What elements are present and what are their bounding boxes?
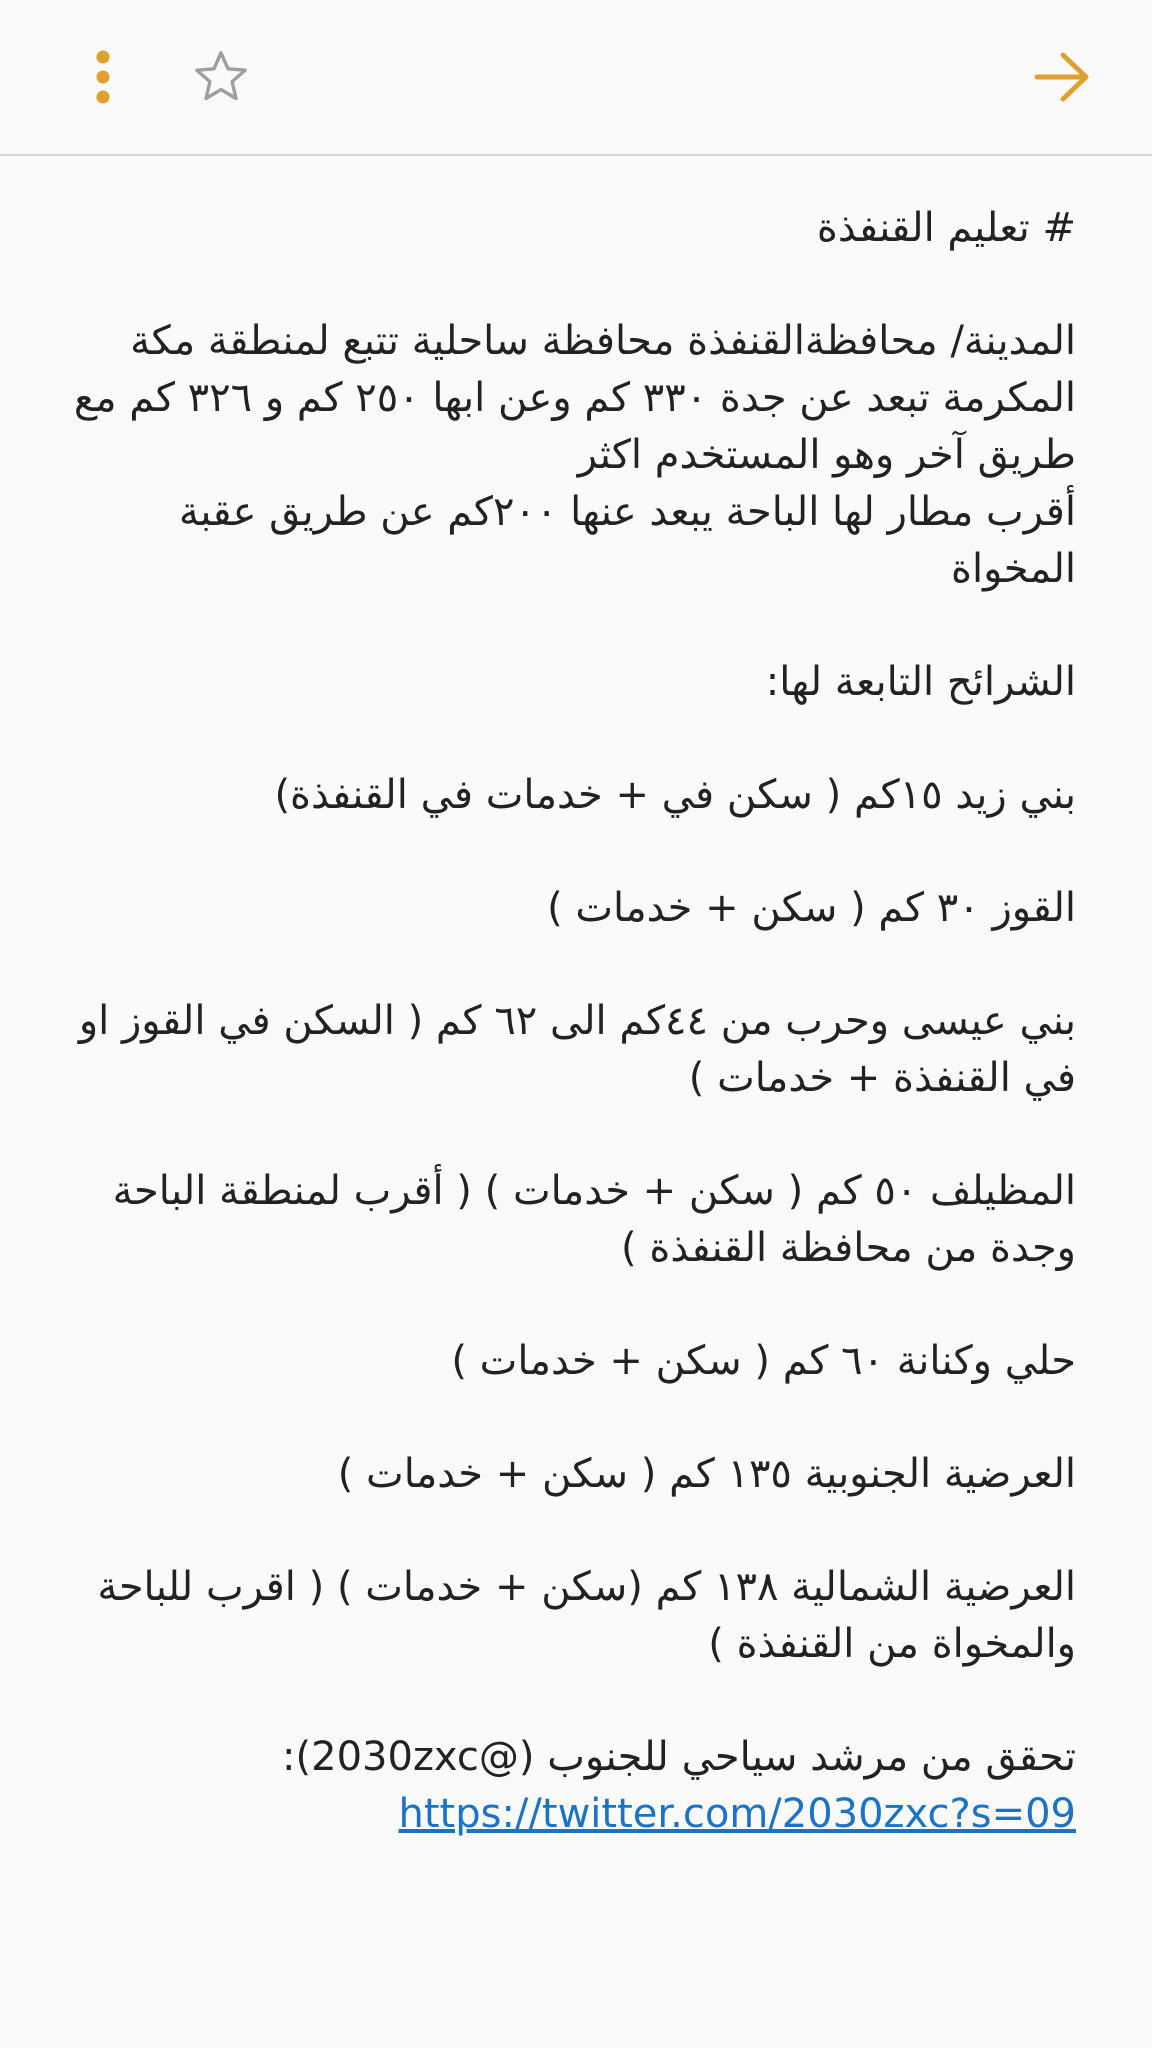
- source-link[interactable]: https://twitter.com/2030zxc?s=09: [398, 1791, 1076, 1837]
- list-item: بني عيسى وحرب من ٤٤كم الى ٦٢ كم ( السكن في القوز او في القنفذة + خدمات ): [78, 998, 1076, 1101]
- star-outline-icon: [192, 49, 250, 105]
- more-options-button[interactable]: [62, 40, 144, 114]
- intro-line: طريق آخر وهو المستخدم اكثر: [577, 432, 1076, 478]
- sections-heading: الشرائح التابعة لها:: [765, 659, 1076, 705]
- source-text: تحقق من مرشد سياحي للجنوب (@2030zxc):: [282, 1734, 1076, 1780]
- note-body[interactable]: [60, 200, 1076, 1843]
- intro-line: المخواة: [951, 546, 1076, 592]
- favorite-button[interactable]: [180, 36, 262, 118]
- list-item: العرضية الشمالية ١٣٨ كم (سكن + خدمات ) ( اقرب للباحة والمخواة من القنفذة ): [97, 1564, 1076, 1667]
- source-paragraph: [60, 1729, 1076, 1843]
- intro-line: المكرمة تبعد عن جدة ٣٣٠ كم وعن ابها ٢٥٠ كم و ٣٢٦ كم مع: [73, 375, 1076, 421]
- intro-line: المدينة/ محافظةالقنفذة محافظة ساحلية تتبع لمنطقة مكة: [130, 318, 1076, 364]
- list-item: المظيلف ٥٠ كم ( سكن + خدمات ) ( أقرب لمنطقة الباحة وجدة من محافظة القنفذة ): [112, 1168, 1076, 1271]
- intro-line: أقرب مطار لها الباحة يبعد عنها ٢٠٠كم عن طريق عقبة: [178, 489, 1076, 535]
- forward-button[interactable]: [1020, 36, 1104, 118]
- top-toolbar: [0, 0, 1152, 156]
- list-item: العرضية الجنوبية ١٣٥ كم ( سكن + خدمات ): [337, 1451, 1076, 1497]
- vertical-dots-icon: [93, 49, 113, 105]
- list-item: القوز ٣٠ كم ( سكن + خدمات ): [547, 885, 1076, 931]
- list-item: حلي وكنانة ٦٠ كم ( سكن + خدمات ): [451, 1338, 1076, 1384]
- intro-paragraph: [60, 313, 1076, 598]
- arrow-right-icon: [1033, 51, 1091, 103]
- note-title: # تعليم القنفذة: [816, 205, 1076, 251]
- list-item: بني زيد ١٥كم ( سكن في + خدمات في القنفذة): [274, 772, 1076, 818]
